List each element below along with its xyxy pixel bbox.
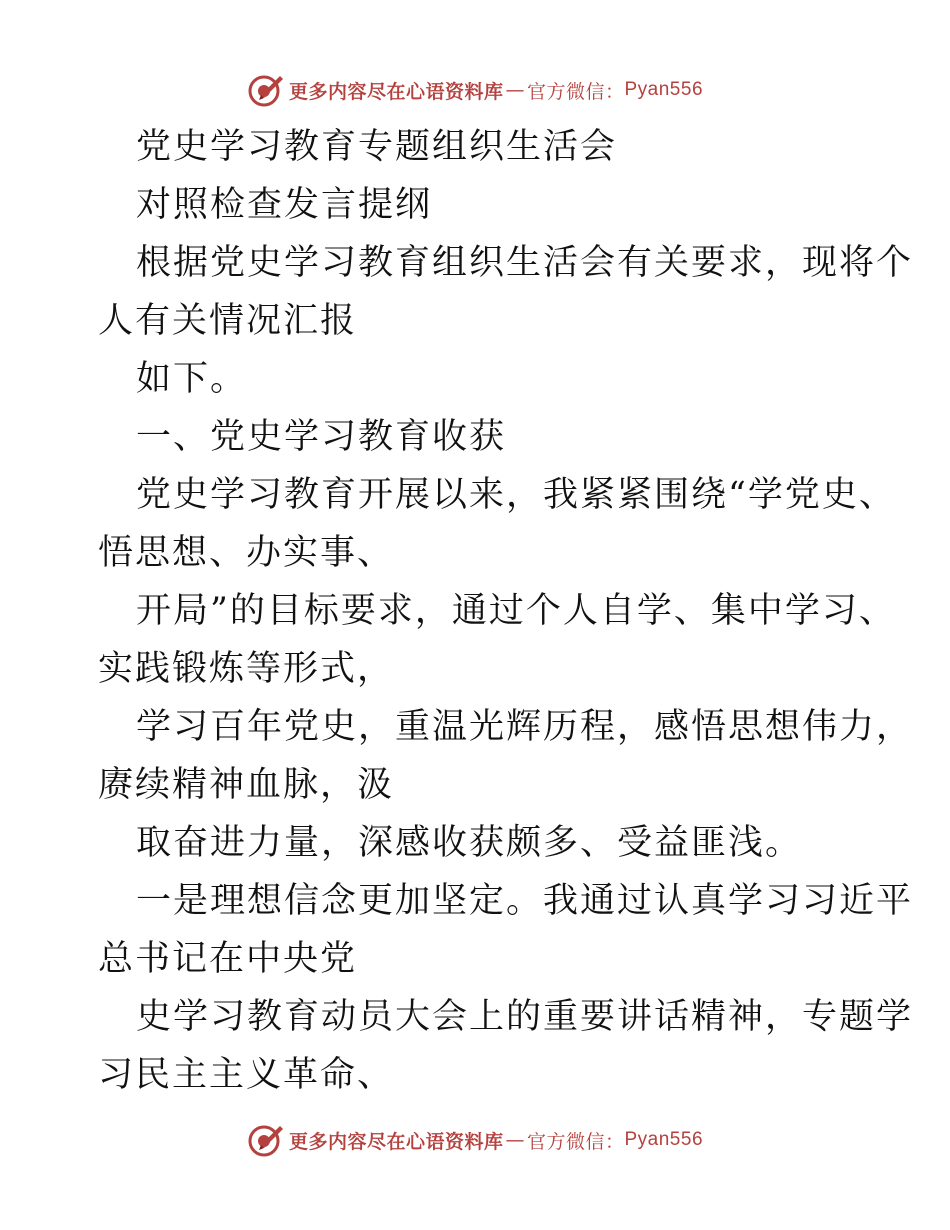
- text-line: 一是理想信念更加坚定。我通过认真学习习近平: [136, 881, 914, 921]
- pen-logo-icon: [247, 1122, 285, 1158]
- text-line: 史学习教育动员大会上的重要讲话精神，专题学: [136, 997, 914, 1037]
- text-line: 习民主主义革命、: [98, 1055, 395, 1095]
- banner-wechat-label: 官方微信：: [526, 80, 625, 103]
- text-line: 赓续精神血脉，汲: [98, 765, 395, 805]
- banner-dash: —: [505, 79, 525, 101]
- text-line: 人有关情况汇报: [98, 301, 358, 341]
- banner-wechat-label: 官方微信：: [526, 1130, 625, 1153]
- text-line: 对照检查发言提纲: [136, 185, 433, 225]
- text-line: 一、党史学习教育收获: [136, 417, 507, 457]
- text-line: 悟思想、办实事、: [98, 533, 395, 573]
- footer-watermark: [0, 1120, 950, 1160]
- header-watermark: [0, 70, 950, 110]
- document-body: [98, 118, 914, 1104]
- banner-dash: —: [505, 1129, 525, 1151]
- text-line: 如下。: [136, 359, 248, 399]
- text-line: 学习百年党史，重温光辉历程，感悟思想伟力，: [136, 707, 914, 747]
- text-line: 根据党史学习教育组织生活会有关要求，现将个: [136, 243, 914, 283]
- text-line: 党史学习教育开展以来，我紧紧围绕“学党史、: [136, 475, 896, 515]
- text-line: 开局”的目标要求，通过个人自学、集中学习、: [136, 591, 896, 631]
- banner-wechat-id: Pyan556: [624, 79, 704, 100]
- text-line: 党史学习教育专题组织生活会: [136, 127, 618, 167]
- banner-text: 更多内容尽在心语资料库: [288, 80, 504, 103]
- text-line: 总书记在中央党: [98, 939, 358, 979]
- text-line: 实践锻炼等形式，: [98, 649, 395, 689]
- text-line: 取奋进力量，深感收获颇多、受益匪浅。: [136, 823, 803, 863]
- pen-logo-icon: [247, 72, 285, 108]
- banner-wechat-id: Pyan556: [624, 1129, 704, 1150]
- banner-text: 更多内容尽在心语资料库: [288, 1130, 504, 1153]
